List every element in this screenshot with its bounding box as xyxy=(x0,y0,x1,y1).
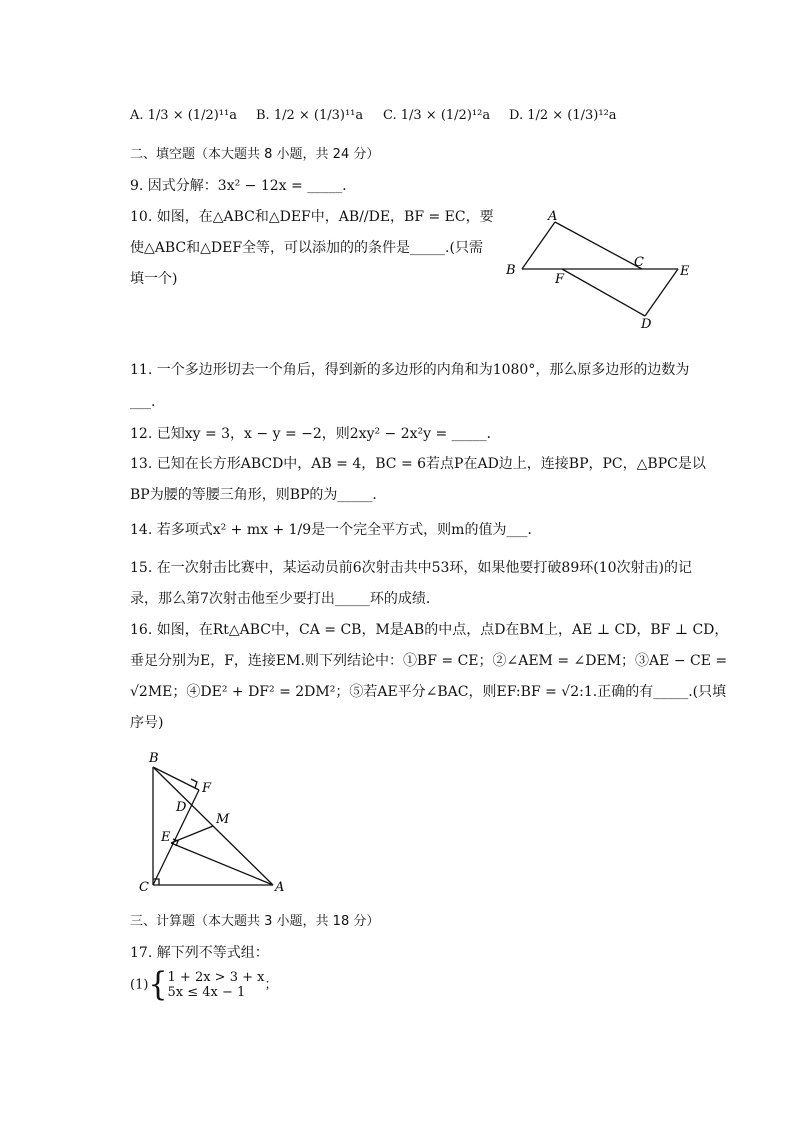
brace-symbol: { xyxy=(148,965,168,1004)
label-C: C xyxy=(634,255,644,270)
system-suffix: ； xyxy=(264,977,278,993)
question-13-line1: 13. 已知在长方形ABCD中，AB = 4，BC = 6若点P在AD边上，连接BP，PC，△BPC是以 xyxy=(130,456,706,472)
question-12: 12. 已知xy = 3，x − y = −2，则2xy² − 2x²y = _____． xyxy=(130,426,501,442)
question-16-line2: 垂足分别为E，F，连接EM.则下列结论中：①BF = CE；②∠AEM = ∠DEM；③AE − CE = xyxy=(130,653,728,669)
question-17: 17. 解下列不等式组： xyxy=(130,945,269,961)
label-A: A xyxy=(548,209,558,224)
question-16-line3: √2ME；④DE² + DF² = 2DM²；⑤若AE平分∠BAC，则EF:BF = √2:1.正确的有_____.(只填 xyxy=(130,684,727,700)
option-a: A. 1/3 × (1/2)¹¹a xyxy=(130,108,237,123)
label-E: E xyxy=(680,264,690,279)
section-heading-fill-blank: 二、填空题（本大题共 8 小题，共 24 分） xyxy=(130,147,380,162)
label-E: E xyxy=(161,830,171,845)
label-B: B xyxy=(506,263,516,278)
label-F: F xyxy=(555,272,565,287)
system-number: (1) xyxy=(130,977,149,993)
option-c: C. 1/3 × (1/2)¹²a xyxy=(383,108,491,123)
label-C: C xyxy=(139,880,149,895)
figure-triangles-abc-def xyxy=(500,205,700,335)
system-rows xyxy=(168,970,265,1000)
inequality-system-1 xyxy=(130,965,278,1004)
label-F: F xyxy=(202,781,212,796)
option-b: B. 1/2 × (1/3)¹¹a xyxy=(256,108,364,123)
label-D: D xyxy=(176,800,187,815)
question-11-line2: ___. xyxy=(130,394,156,410)
question-10-line2: 使△ABC和△DEF全等，可以添加的的条件是_____.(只需 xyxy=(130,240,483,256)
question-14: 14. 若多项式x² + mx + 1/9是一个完全平方式，则m的值为___． xyxy=(130,522,542,538)
question-10-line3: 填一个) xyxy=(130,271,178,287)
label-B: B xyxy=(149,751,159,766)
option-d: D. 1/2 × (1/3)¹²a xyxy=(509,108,617,123)
inequality-row-2: 5x ≤ 4x − 1 xyxy=(167,985,246,1000)
label-D: D xyxy=(641,317,652,332)
question-10-line1: 10. 如图，在△ABC和△DEF中，AB//DE，BF = EC，要 xyxy=(130,209,494,225)
question-15-line1: 15. 在一次射击比赛中，某运动员前6次射击共中53环，如果他要打破89环(10次射击)的记 xyxy=(130,560,692,576)
inequality-row-1: 1 + 2x > 3 + x xyxy=(167,970,265,985)
question-16-line1: 16. 如图，在Rt△ABC中，CA = CB，M是AB的中点，点D在BM上，AE ⊥ CD，BF ⊥ CD， xyxy=(130,622,729,638)
figure-right-triangle-abc xyxy=(130,748,300,898)
question-13-line2: BP为腰的等腰三角形，则BP的为_____． xyxy=(130,487,387,503)
label-M: M xyxy=(216,812,230,827)
label-A: A xyxy=(275,880,285,895)
question-15-line2: 录，那么第7次射击他至少要打出_____环的成绩． xyxy=(130,591,440,607)
question-16-line4: 序号) xyxy=(130,715,164,731)
question-11-line1: 11. 一个多边形切去一个角后，得到新的多边形的内角和为1080°，那么原多边形的边数为 xyxy=(130,362,690,378)
section-heading-calculation: 三、计算题（本大题共 3 小题，共 18 分） xyxy=(130,914,380,929)
question-9: 9. 因式分解：3x² − 12x = _____． xyxy=(130,178,357,194)
